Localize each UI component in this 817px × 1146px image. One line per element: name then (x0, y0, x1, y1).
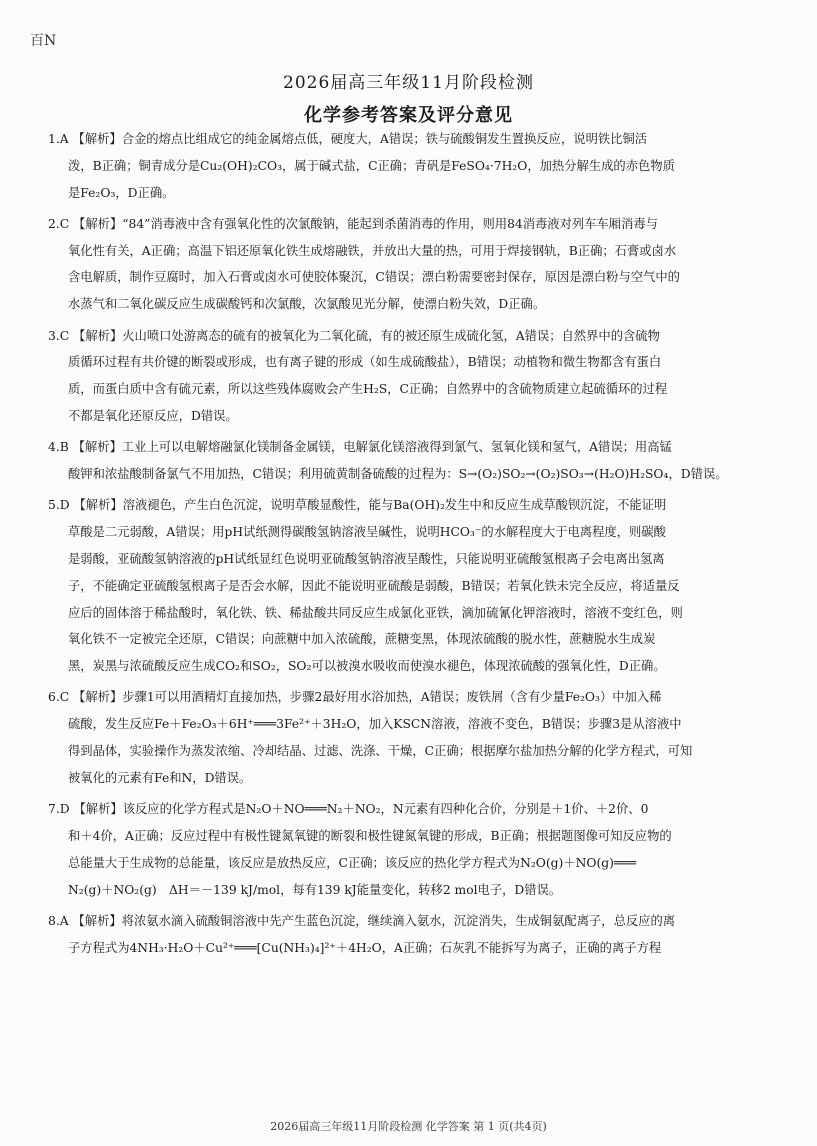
item-gap (68, 961, 752, 966)
answer-line: 是弱酸，亚硫酸氢钠溶液的pH试纸显红色说明亚硫酸氢钠溶液呈酸性，只能说明亚硫酸氢根离子会电离出氢离 (68, 551, 665, 566)
page-subtitle: 化学参考答案及评分意见 (304, 105, 513, 126)
answer-line: 是Fe₂O₃，D正确。 (68, 185, 175, 200)
page-footer: 2026届高三年级11月阶段检测 化学答案 第 1 页(共4页) (270, 1120, 547, 1133)
answer-line: 和＋4价，A正确；反应过程中有极性键氮氧键的断裂和极性键氮氧键的形成，B正确；根据题图像可知反应物的 (68, 828, 672, 843)
answer-line: 氧化性有关，A正确；高温下铝还原氧化铁生成熔融铁，并放出大量的热，可用于焊接钢轨，B正确；石膏或卤水 (68, 243, 677, 258)
answer-line: 1.A 【解析】合金的熔点比组成它的纯金属熔点低，硬度大，A错误；铁与硫酸铜发生置换反应，说明铁比铜活 (48, 132, 648, 146)
answer-line: 酸钾和浓盐酸制备氯气不用加热，C错误；利用硫黄制备硫酸的过程为：S→(O₂)SO₂→(O₂)SO₃→(H₂O)H₂SO₄，D错误。 (68, 467, 728, 482)
answer-line: 质循环过程有共价键的断裂或形成，也有离子键的形成（如生成硫酸盐），B错误；动植物和微生物都含有蛋白 (68, 355, 662, 370)
answer-line: 黑，炭黑与浓硫酸反应生成CO₂和SO₂，SO₂可以被溴水吸收而使溴水褪色，体现浓硫酸的强氧化性，D正确。 (68, 659, 666, 674)
answer-line: 2.C 【解析】“84”消毒液中含有强氧化性的次氯酸钠，能起到杀菌消毒的作用，则用84消毒液对列车车厢消毒与 (48, 216, 658, 231)
answer-line: 5.D 【解析】溶液褪色，产生白色沉淀，说明草酸显酸性，能与Ba(OH)₂发生中和反应生成草酸钡沉淀，不能证明 (48, 498, 667, 513)
answer-item (48, 796, 752, 903)
answer-line: 泼，B正确；铜青成分是Cu₂(OH)₂CO₃，属于碱式盐，C正确；青矾是FeSO₄·7H₂O，加热分解生成的赤色物质 (68, 158, 675, 173)
answer-line: 质，而蛋白质中含有硫元素，所以这些残体腐败会产生H₂S，C正确；自然界中的含硫物质建立起硫循环的过程 (68, 382, 668, 397)
answer-line: 水蒸气和二氧化碳反应生成碳酸钙和次氯酸，次氯酸见光分解，使漂白粉失效，D正确。 (68, 297, 546, 312)
answer-line: 7.D 【解析】该反应的化学方程式是N₂O＋NO═══N₂＋NO₂，N元素有四种化合价，分别是＋1价、＋2价、0 (48, 802, 649, 817)
answer-item (48, 434, 752, 488)
answer-line: N₂(g)＋NO₂(g) ΔH＝－139 kJ/mol，每有139 kJ能量变化，转移2 mol电子，D错误。 (68, 882, 562, 897)
answer-line: 子，不能确定亚硫酸氢根离子是否会水解，因此不能说明亚硫酸是弱酸，B错误；若氧化铁未完全反应，将适量反 (68, 578, 680, 593)
answer-line: 6.C 【解析】步骤1可以用酒精灯直接加热，步骤2最好用水浴加热，A错误；废铁屑（含有少量Fe₂O₃）中加入稀 (48, 690, 662, 705)
answer-item (48, 492, 752, 680)
answer-item (48, 211, 752, 318)
answer-line: 总能量大于生成物的总能量，该反应是放热反应，C正确；该反应的热化学方程式为N₂O(g)＋NO(g)═══ (68, 855, 637, 870)
brand-logo-text: 百N (30, 33, 57, 49)
answer-line: 应后的固体溶于稀盐酸时，氧化铁、铁、稀盐酸共同反应生成氯化亚铁，滴加硫氰化钾溶液时，溶液不变红色，则 (68, 605, 683, 620)
answer-item (48, 684, 752, 791)
answer-line: 3.C 【解析】火山喷口处游离态的硫有的被氧化为二氧化硫，有的被还原生成硫化氢，A错误；自然界中的含硫物 (48, 328, 660, 343)
answer-line: 硫酸，发生反应Fe＋Fe₂O₃＋6H⁺═══3Fe²⁺＋3H₂O，加入KSCN溶液，溶液不变色，B错误；步骤3是从溶液中 (68, 717, 682, 732)
answer-line: 4.B 【解析】工业上可以电解熔融氯化镁制备金属镁，电解氯化镁溶液得到氯气、氢氧化镁和氢气，A错误；用高锰 (48, 440, 672, 455)
answer-line: 子方程式为4NH₃·H₂O＋Cu²⁺═══[Cu(NH₃)₄]²⁺＋4H₂O，A正确；石灰乳不能拆写为离子，正确的离子方程 (68, 940, 662, 955)
answer-line: 含电解质，制作豆腐时，加入石膏或卤水可使胶体聚沉，C错误；漂白粉需要密封保存，原因是漂白粉与空气中的 (68, 270, 680, 285)
answer-line: 被氧化的元素有Fe和N，D错误。 (68, 770, 252, 785)
answer-line: 氧化铁不一定被完全还原，C错误；向蔗糖中加入浓硫酸，蔗糖变黑，体现浓硫酸的脱水性，蔗糖脱水生成炭 (68, 632, 656, 647)
page-title: 2026届高三年级11月阶段检测 (283, 73, 534, 93)
answer-item (48, 323, 752, 430)
brand-logo (30, 30, 56, 50)
answer-list (48, 126, 752, 966)
answer-line: 不都是氧化还原反应，D错误。 (68, 408, 238, 423)
answer-line: 8.A 【解析】将浓氨水滴入硫酸铜溶液中先产生蓝色沉淀，继续滴入氨水，沉淀消失，生成铜氨配离子，总反应的离 (48, 913, 676, 928)
answer-item (48, 126, 752, 206)
answer-item (48, 908, 752, 962)
answer-line: 草酸是二元弱酸，A错误；用pH试纸测得碳酸氢钠溶液呈碱性，说明HCO₃⁻的水解程度大于电离程度，则碳酸 (68, 525, 666, 540)
answer-line: 得到晶体，实验操作为蒸发浓缩、冷却结晶、过滤、洗涤、干燥，C正确；根据摩尔盐加热分解的化学方程式，可知 (68, 744, 693, 759)
